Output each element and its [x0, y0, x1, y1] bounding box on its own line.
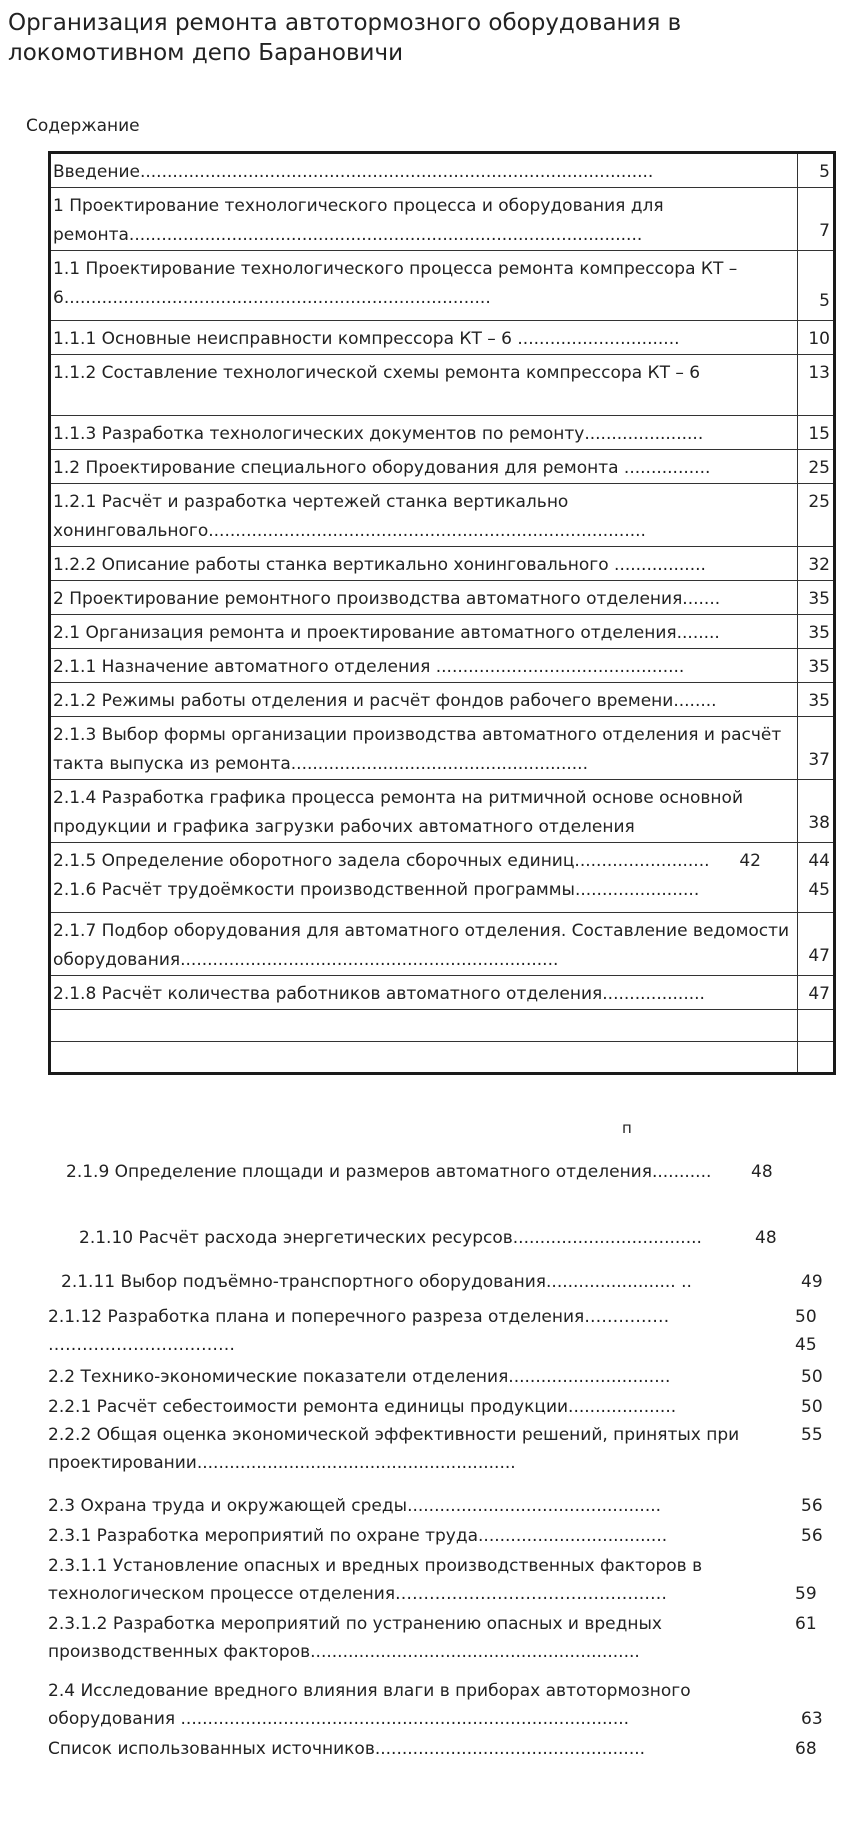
page-mark: п [622, 1119, 632, 1137]
toc-page-number: 48 [755, 1228, 777, 1248]
toc-entry: технологическом процессе отделения………………………………………… [48, 1584, 668, 1604]
toc-entry: 1.1.2 Составление технологической схемы ремонта компрессора КТ – 6 [50, 355, 798, 416]
toc-entry: 1.1.1 Основные неисправности компрессора КТ – 6 .............................. [50, 321, 798, 355]
table-row [50, 1042, 835, 1074]
toc-page-number: 10 [798, 321, 835, 355]
toc-entry: 2.2.1 Расчёт себестоимости ремонта единицы продукции.................... [48, 1397, 677, 1417]
toc-page-number: 15 [798, 416, 835, 450]
toc-page-number: 47 [798, 913, 835, 976]
toc-table [48, 151, 836, 1075]
toc-entry-line: 2.1.5 Определение оборотного задела сборочных единиц......................... [53, 851, 710, 871]
table-row [50, 450, 835, 484]
toc-entry: 2.4 Исследование вредного влияния влаги в приборах автотормозного [48, 1681, 691, 1701]
toc-entry [50, 843, 798, 913]
table-row [50, 355, 835, 416]
toc-entry: 2.1.2 Режимы работы отделения и расчёт фондов рабочего времени........ [50, 683, 798, 717]
toc-page-number: 47 [798, 976, 835, 1010]
toc-entry: 2.2 Технико-экономические показатели отделения.............................. [48, 1367, 671, 1387]
toc-page-number: 44 [808, 851, 830, 871]
toc-page-number [798, 1042, 835, 1074]
toc-entry: 1.2.2 Описание работы станка вертикально хонинговального ................. [50, 547, 798, 581]
toc-entry: 2.3.1.1 Установление опасных и вредных производственных факторов в [48, 1556, 703, 1576]
toc-page-number: 56 [801, 1496, 823, 1516]
document-title: Организация ремонта автотормозного оборудования в локомотивном депо Барановичи [8, 10, 682, 66]
toc-entry [50, 1042, 798, 1074]
toc-entry: Введение............................................................................................... [50, 153, 798, 188]
toc-entry: 1.2.1 Расчёт и разработка чертежей станка вертикально хонинговального................................................................................. [50, 484, 798, 547]
toc-page-number: 59 [795, 1584, 817, 1604]
toc-page-number: 25 [798, 484, 835, 547]
table-row [50, 251, 835, 321]
toc-page-number: 49 [801, 1272, 823, 1292]
table-row [50, 1010, 835, 1042]
toc-entry: 2.1.4 Разработка графика процесса ремонта на ритмичной основе основной продукции и графика загрузки рабочих автоматного отделения [50, 780, 798, 843]
toc-page-number: 38 [798, 780, 835, 843]
toc-page-number: 35 [798, 615, 835, 649]
table-row [50, 717, 835, 780]
table-row [50, 484, 835, 547]
toc-page-number: 63 [801, 1709, 823, 1729]
toc-page-number: 5 [798, 153, 835, 188]
toc-page-number: 37 [798, 717, 835, 780]
table-row [50, 321, 835, 355]
toc-page-number: 61 [795, 1614, 817, 1634]
toc-page-number: 13 [798, 355, 835, 416]
table-row [50, 683, 835, 717]
toc-entry: 2.3 Охрана труда и окружающей среды............................................... [48, 1496, 662, 1516]
toc-entry: проектировании........................................................... [48, 1453, 516, 1473]
table-row [50, 843, 835, 913]
toc-page-number-pair [798, 843, 835, 913]
toc-entry: 2.1 Организация ремонта и проектирование автоматного отделения........ [50, 615, 798, 649]
toc-page-number: 50 [801, 1367, 823, 1387]
toc-entry: 2.3.1 Разработка мероприятий по охране труда................................... [48, 1526, 668, 1546]
toc-page-number: 68 [795, 1739, 817, 1759]
toc-entry: 2.1.12 Разработка плана и поперечного разреза отделения…………… [48, 1307, 670, 1327]
toc-page-number: 35 [798, 683, 835, 717]
table-row [50, 188, 835, 251]
toc-entry: 2.1.3 Выбор формы организации производства автоматного отделения и расчёт такта выпуска из ремонта....................................................... [50, 717, 798, 780]
toc-page-number: 32 [798, 547, 835, 581]
toc-entry: оборудования ................................................................................... [48, 1709, 630, 1729]
toc-page-number: 35 [798, 649, 835, 683]
toc-page-number: 55 [801, 1425, 823, 1445]
table-row [50, 153, 835, 188]
toc-entry: 2 Проектирование ремонтного производства автоматного отделения....... [50, 581, 798, 615]
toc-entry [50, 1010, 798, 1042]
toc-entry: 2.1.1 Назначение автоматного отделения .............................................. [50, 649, 798, 683]
toc-page-number: 7 [798, 188, 835, 251]
toc-entry: 1.1 Проектирование технологического процесса ремонта компрессора КТ – 6............................................................................... [50, 251, 798, 321]
toc-entry: 2.1.7 Подбор оборудования для автоматного отделения. Составление ведомости оборудования...................................................................... [50, 913, 798, 976]
toc-page-number: 45 [795, 1335, 817, 1355]
toc-entry: 1.2 Проектирование специального оборудования для ремонта ................ [50, 450, 798, 484]
toc-inline-page-number: 42 [739, 851, 761, 871]
toc-entry: 2.1.9 Определение площади и размеров автоматного отделения........... [66, 1162, 712, 1182]
toc-entry: производственных факторов............................................................. [48, 1642, 640, 1662]
table-row [50, 649, 835, 683]
table-row [50, 976, 835, 1010]
table-row [50, 547, 835, 581]
toc-page-number: 5 [798, 251, 835, 321]
toc-heading: Содержание [26, 116, 140, 136]
toc-entry: 2.2.2 Общая оценка экономической эффективности решений, принятых при [48, 1425, 740, 1445]
toc-page-number: 48 [751, 1162, 773, 1182]
toc-page-number: 45 [808, 880, 830, 900]
toc-page-number: 50 [801, 1397, 823, 1417]
toc-page-number: 50 [795, 1307, 817, 1327]
toc-entry-line: 2.1.6 Расчёт трудоёмкости производственной программы....................... [53, 880, 700, 900]
toc-page-number: 35 [798, 581, 835, 615]
table-row [50, 615, 835, 649]
table-row [50, 416, 835, 450]
toc-page-number [798, 1010, 835, 1042]
toc-entry: Список использованных источников.................................................. [48, 1739, 646, 1759]
table-row [50, 913, 835, 976]
toc-entry: 2.1.8 Расчёт количества работников автоматного отделения................... [50, 976, 798, 1010]
toc-page-number: 25 [798, 450, 835, 484]
toc-entry: 2.1.11 Выбор подъёмно-транспортного оборудования........................ .. [61, 1272, 692, 1292]
toc-page-number: 56 [801, 1526, 823, 1546]
toc-entry: 2.1.10 Расчёт расхода энергетических ресурсов................................... [79, 1228, 702, 1248]
toc-entry: 2.3.1.2 Разработка мероприятий по устранению опасных и вредных [48, 1614, 662, 1634]
table-row [50, 780, 835, 843]
toc-entry: …………………………… [48, 1335, 235, 1355]
toc-entry: 1 Проектирование технологического процесса и оборудования для ремонта............................................................................................... [50, 188, 798, 251]
toc-entry: 1.1.3 Разработка технологических документов по ремонту...................... [50, 416, 798, 450]
table-row [50, 581, 835, 615]
